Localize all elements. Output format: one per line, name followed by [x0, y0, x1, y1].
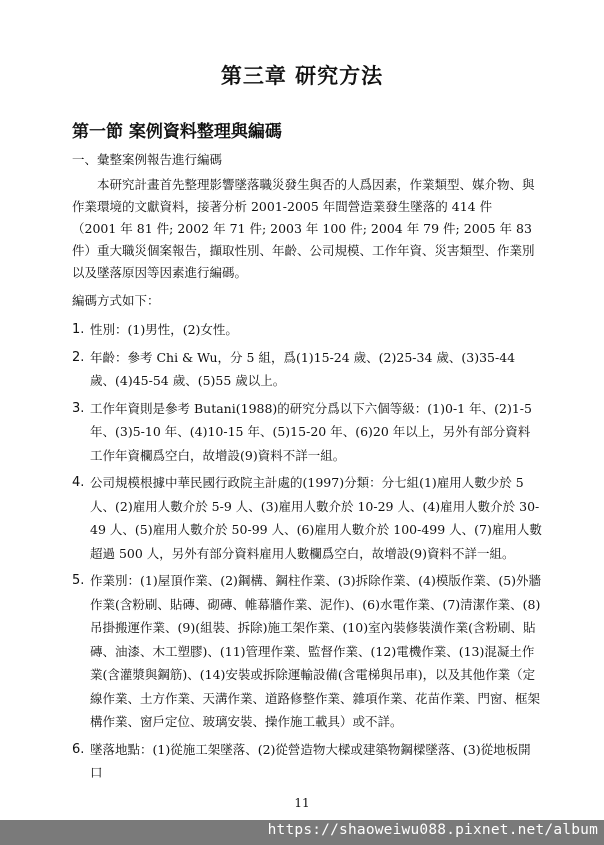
page-number: 11	[294, 796, 310, 810]
list-item-text: 年齡：參考 Chi & Wu，分 5 組，爲(1)15-24 歲、(2)25-34 歲、(3)35-44 歲、(4)45-54 歲、(5)55 歲以上。	[90, 349, 516, 388]
watermark-url: https://shaoweiwu088.pixnet.net/album	[267, 822, 598, 838]
list-item-text: 公司規模根據中華民國行政院主計處的(1997)分類：分七組(1)雇用人數少於 5 人、(2)雇用人數介於 5-9 人、(3)雇用人數介於 10-29 人、(4)雇用人數介於 30-49 人、(5)雇用人數介於 50-99 人、(6)雇用人數介於 100-499 人、(7)雇用人數超過 500 人，另外有部分資料雇用人數欄爲空白，故增設(9)資料不詳一組。	[90, 475, 542, 561]
list-item-number: 5.	[72, 573, 85, 588]
chapter-title: 第三章 研究方法	[220, 63, 384, 88]
coding-list	[72, 318, 542, 789]
list-item	[72, 346, 542, 393]
coding-intro: 編碼方式如下：	[72, 293, 160, 308]
list-item-text: 作業別：(1)屋頂作業、(2)鋼構、鋼柱作業、(3)拆除作業、(4)模版作業、(5)外牆作業(含粉刷、貼磚、砌磚、帷幕牆作業、泥作)、(6)水電作業、(7)清潔作業、(8)吊掛搬運作業、(9)(組裝、拆除)施工架作業、(10)室內裝修裝潢作業(含粉刷、貼磚、油漆、木工塑膠)、(11)管理作業、監督作業、(12)電機作業、(13)混凝土作業(含灌漿與鋼筋)、(14)安裝或拆除運輸設備(含電梯與吊車)，以及其他作業（定線作業、土方作業、天溝作業、道路修整作業、雜項作業、花苗作業、門窗、框架構作業、窗戶定位、玻璃安裝、操作施工載具）或不詳。	[90, 573, 542, 729]
list-item-number: 4.	[72, 475, 85, 490]
list-item-text: 工作年資則是參考 Butani(1988)的研究分爲以下六個等級：(1)0-1 年、(2)1-5 年、(3)5-10 年、(4)10-15 年、(5)15-20 年、(6)20 年以上，另外有部分資料工作年資欄爲空白，故增設(9)資料不詳一組。	[90, 400, 532, 463]
list-item-number: 6.	[72, 741, 85, 757]
list-item	[72, 318, 542, 342]
list-item-text: 性別：(1)男性，(2)女性。	[90, 322, 238, 337]
watermark-bar	[0, 820, 604, 845]
section-title: 第一節 案例資料整理與編碼	[72, 122, 282, 142]
list-item	[72, 738, 542, 785]
list-item	[72, 471, 542, 565]
list-item-number: 1.	[72, 322, 85, 337]
list-item-number: 3.	[72, 400, 85, 416]
list-item	[72, 397, 542, 468]
subsection-title: 一、彙整案例報告進行編碼	[72, 152, 223, 167]
list-item-text: 墜落地點：(1)從施工架墜落、(2)從營造物大樑或建築物鋼樑墜落、(3)從地板開口	[90, 741, 531, 780]
list-item	[72, 569, 542, 734]
list-item-number: 2.	[72, 349, 85, 365]
body-paragraph: 本研究計畫首先整理影響墜落職災發生與否的人爲因素，作業類型、媒介物、與作業環境的文獻資料，接著分析 2001-2005 年間營造業發生墜落的 414 件 （2001 年 81 件; 2002 年 71 件; 2003 年 100 件; 2004 年 79 件; 2005 年 83 件）重大職災個案報告，擷取性別、年齡、公司規模、工作年資、災害類型、作業別以及墜落原因等因素進行編碼。	[72, 177, 535, 280]
